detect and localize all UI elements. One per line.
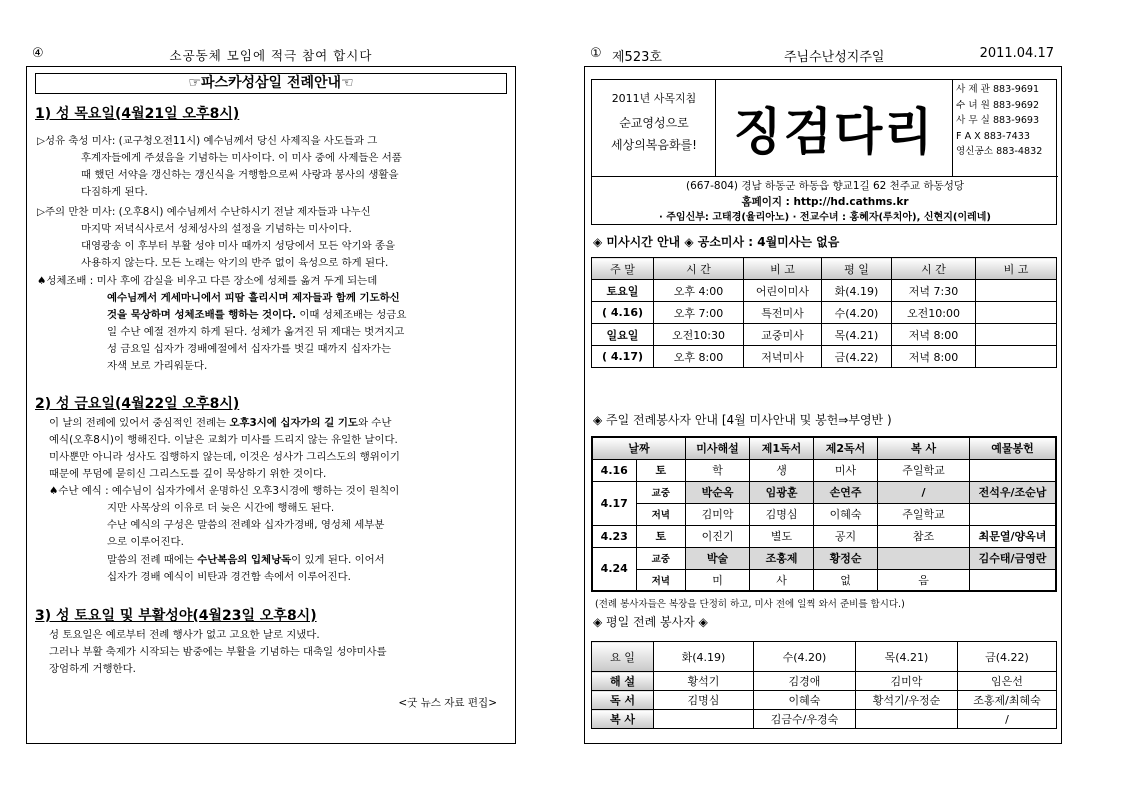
table-header: 비 고 (744, 258, 822, 280)
table-cell: 특전미사 (744, 302, 822, 324)
table-header-row (592, 258, 1057, 280)
table-row (592, 710, 1057, 729)
paragraph-line: 으로 이루어진다. (107, 536, 184, 548)
table-row (592, 481, 1056, 503)
mass-schedule-title: ◈ 미사시간 안내 ◈ 공소미사 : 4월미사는 없음 (593, 235, 840, 249)
contact-item: 사 제 관 883-9691 (956, 84, 1040, 95)
table-header: 복 사 (878, 437, 970, 459)
table-cell: 김수태/금영란 (970, 547, 1056, 569)
table-cell: 4.24 (592, 547, 636, 591)
table-row (592, 547, 1056, 569)
table-cell: 토 (636, 525, 686, 547)
table-cell: 조홍제/최혜숙 (958, 691, 1057, 710)
paragraph-line: 때 했던 서약을 갱신하는 갱신식을 거행함으로써 사랑과 봉사의 생활을 (81, 169, 399, 181)
clergy-info: · 주임신부: 고태경(율리아노) · 전교수녀 : 홍혜자(루치아), 신현지(이레네) (658, 212, 991, 223)
table-cell: 해 설 (592, 672, 654, 691)
table-row (592, 280, 1057, 302)
table-cell: 저녁 8:00 (892, 346, 976, 368)
paragraph-line (49, 415, 391, 432)
duty-roster-title: ◈ 주일 전례봉사자 안내 [4월 미사안내 및 봉헌⇒부영반 ) (593, 413, 892, 427)
paragraph-text: 와 수난 (357, 417, 392, 429)
table-cell: 4.16 (592, 459, 636, 481)
table-cell: ( 4.16) (592, 302, 654, 324)
section-good-friday-heading: 2) 성 금요일(4월22일 오후8시) (35, 396, 240, 412)
table-row (592, 459, 1056, 481)
paragraph-line: ▷성유 축성 미사: (교구청오전11시) 예수님께서 당신 사제직을 사도들과 그 (37, 135, 378, 147)
paragraph-text: 이 있게 된다. 이어서 (291, 554, 385, 566)
table-cell (976, 346, 1057, 368)
table-cell: 미사 (814, 459, 878, 481)
paragraph-text: 말씀의 전례 때에는 (107, 554, 194, 566)
table-cell (654, 710, 754, 729)
contact-item: 사 무 실 883-9693 (956, 115, 1040, 126)
table-cell: 4.23 (592, 525, 636, 547)
table-cell: 오전10:30 (654, 324, 744, 346)
table-cell: 주일학교 (878, 459, 970, 481)
left-page-header (26, 44, 516, 66)
paragraph-bold: 것을 묵상하며 성체조배를 행하는 것이다. (107, 309, 297, 321)
table-header: 제2독서 (814, 437, 878, 459)
issue-date: 2011.04.17 (979, 46, 1054, 61)
table-header-row (592, 437, 1056, 459)
table-header: 주 말 (592, 258, 654, 280)
table-header: 제1독서 (750, 437, 814, 459)
contact-item: 수 녀 원 883-9692 (956, 99, 1040, 111)
table-header: 예물봉헌 (970, 437, 1056, 459)
table-row (592, 525, 1056, 547)
table-cell: 오후 8:00 (654, 346, 744, 368)
section-holy-thursday-heading: 1) 성 목요일(4월21일 오후8시) (35, 106, 240, 122)
contact-item: 영신공소 883-4832 (956, 146, 1043, 157)
table-row (592, 324, 1057, 346)
paragraph-line: 마지막 저녁식사로서 성체성사의 설정을 기념하는 미사이다. (81, 223, 352, 235)
table-cell (976, 280, 1057, 302)
table-header: 평 일 (822, 258, 892, 280)
table-cell (976, 324, 1057, 346)
table-cell: 미 (686, 569, 750, 591)
table-cell: 학 (686, 459, 750, 481)
church-address: (667-804) 경남 하동군 하동읍 향교1길 62 천주교 하동성당 (592, 176, 1058, 194)
paragraph-line: 성 금요일 십자가 경배예절에서 십자가를 벗길 때까지 십자가는 (107, 343, 392, 355)
right-page-number: ① (590, 46, 602, 61)
paragraph-line: 예식(오후8시)이 행해진다. 이날은 교회가 미사를 드리지 않는 유일한 날이다. (49, 434, 398, 446)
pastoral-motto-line-2: 세상의복음화를! (611, 138, 697, 152)
table-header-row (592, 642, 1057, 672)
paragraph-line: 자색 보로 가리워둔다. (107, 360, 208, 372)
table-cell: 화(4.19) (822, 280, 892, 302)
source-credit: <굿 뉴스 자료 편집> (398, 697, 497, 709)
table-cell: 주일학교 (878, 503, 970, 525)
paragraph-line: 다짐하게 된다. (81, 186, 148, 198)
table-row (592, 691, 1057, 710)
table-cell: 조홍제 (750, 547, 814, 569)
table-cell: 손연주 (814, 481, 878, 503)
table-cell: 4.17 (592, 481, 636, 525)
table-row (592, 503, 1056, 525)
table-row (592, 672, 1057, 691)
table-cell: 교중 (636, 481, 686, 503)
paragraph-line: ▷주의 만찬 미사: (오후8시) 예수님께서 수난하시기 전날 제자들과 나누신 (37, 206, 371, 218)
table-header: 목(4.21) (856, 642, 958, 672)
table-cell: 수(4.20) (822, 302, 892, 324)
table-cell: 복 사 (592, 710, 654, 729)
table-header: 수(4.20) (754, 642, 856, 672)
paragraph-line: 수난 예식의 구성은 말씀의 전례와 십자가경배, 영성체 세부분 (107, 519, 385, 531)
paragraph-line (107, 552, 385, 569)
table-cell: 토 (636, 459, 686, 481)
right-page-header (584, 44, 1062, 66)
paragraph-line: 때문에 무덤에 묻히신 그리스도를 깊이 묵상하기 위한 것이다. (49, 468, 327, 480)
table-header: 시 간 (892, 258, 976, 280)
table-cell: 금(4.22) (822, 346, 892, 368)
table-cell: 김미악 (856, 672, 958, 691)
table-cell: 공지 (814, 525, 878, 547)
table-cell: 사 (750, 569, 814, 591)
table-cell: 임광훈 (750, 481, 814, 503)
section-holy-saturday-heading: 3) 성 토요일 및 부활성야(4월23일 오후8시) (35, 608, 317, 624)
table-cell: 전석우/조순남 (970, 481, 1056, 503)
table-cell (856, 710, 958, 729)
paragraph-text: 이때 성체조배는 성금요 (299, 309, 407, 321)
table-header: 화(4.19) (654, 642, 754, 672)
table-cell: 목(4.21) (822, 324, 892, 346)
table-cell: 박술 (686, 547, 750, 569)
table-cell: 이혜숙 (814, 503, 878, 525)
table-cell: 김명심 (750, 503, 814, 525)
table-cell: 저녁미사 (744, 346, 822, 368)
bulletin-front-panel (584, 66, 1062, 744)
pastoral-motto-line-1: 순교영성으로 (619, 116, 689, 130)
table-cell: 김미악 (686, 503, 750, 525)
table-header: 금(4.22) (958, 642, 1057, 672)
table-header: 비 고 (976, 258, 1057, 280)
table-cell (970, 569, 1056, 591)
table-cell: 교중 (636, 547, 686, 569)
contact-item: F A X 883-7433 (956, 130, 1030, 142)
table-header: 요 일 (592, 642, 654, 672)
table-cell: 저녁 7:30 (892, 280, 976, 302)
table-cell: 독 서 (592, 691, 654, 710)
paragraph-line: ♠수난 예식 : 예수님이 십자가에서 운명하신 오후3시경에 행하는 것이 원칙이 (49, 485, 400, 497)
left-slogan: 소공동체 모임에 적극 참여 합시다 (169, 48, 373, 63)
table-cell: 저녁 (636, 569, 686, 591)
liturgy-guide-title: ☞파스카성삼일 전례안내☜ (35, 73, 507, 94)
table-cell: / (958, 710, 1057, 729)
paragraph-text: 이 날의 전례에 있어서 중심적인 전례는 (49, 417, 227, 429)
table-cell: 별도 (750, 525, 814, 547)
table-cell: / (878, 481, 970, 503)
table-cell: 토요일 (592, 280, 654, 302)
homepage-link[interactable]: 홈페이지 : http://hd.cathms.kr (741, 196, 909, 208)
sunday-duty-table (591, 436, 1057, 592)
paragraph-bold: 오후3시에 십자가의 길 기도 (229, 417, 358, 429)
masthead (591, 79, 1057, 225)
table-cell: 없 (814, 569, 878, 591)
sunday-name: 주님수난성지주일 (784, 50, 885, 65)
pastoral-motto-box (592, 80, 716, 176)
table-cell (976, 302, 1057, 324)
paragraph-line-bold: 예수님께서 게세마니에서 피땀 흘리시며 제자들과 함께 기도하신 (107, 292, 400, 304)
paragraph-line: 일 수난 예절 전까지 하게 된다. 성체가 옮겨진 뒤 제대는 벗겨지고 (107, 326, 405, 338)
weekday-duty-title: ◈ 평일 전례 봉사자 ◈ (593, 615, 708, 629)
weekday-duty-table (591, 641, 1057, 729)
table-cell: 황석기/우정순 (856, 691, 958, 710)
paragraph-line: 그러나 부활 축제가 시작되는 밤중에는 부활을 기념하는 대축일 성야미사를 (49, 646, 387, 658)
left-page-number: ④ (32, 46, 44, 61)
table-cell: 참조 (878, 525, 970, 547)
table-cell: ( 4.17) (592, 346, 654, 368)
table-cell: 오후 7:00 (654, 302, 744, 324)
table-row (592, 302, 1057, 324)
bulletin-logo (716, 80, 952, 176)
table-cell: 오후 4:00 (654, 280, 744, 302)
mass-schedule-table (591, 257, 1057, 368)
duty-note: (전례 봉사자들은 복장을 단정히 하고, 미사 전에 일찍 와서 준비를 합시다.) (595, 599, 905, 610)
table-row (592, 569, 1056, 591)
paragraph-line: 십자가 경배 예식이 비탄과 경건함 속에서 이루어진다. (107, 571, 351, 583)
paragraph-line: 후계자들에게 주셨음을 기념하는 미사이다. 이 미사 중에 사제들은 서품 (81, 152, 402, 164)
table-cell: 일요일 (592, 324, 654, 346)
table-header: 미사해설 (686, 437, 750, 459)
paragraph-bold: 수난복음의 입체낭독 (197, 554, 292, 566)
table-cell: 황석기 (654, 672, 754, 691)
table-cell: 어린이미사 (744, 280, 822, 302)
paragraph-line: 성 토요일은 예로부터 전례 행사가 없고 고요한 날로 지냈다. (49, 629, 320, 641)
table-cell: 황정순 (814, 547, 878, 569)
liturgy-guide-panel (26, 66, 516, 744)
table-cell (970, 459, 1056, 481)
table-cell: 김금수/우경숙 (754, 710, 856, 729)
table-cell: 박순옥 (686, 481, 750, 503)
paragraph-line: 장엄하게 거행한다. (49, 663, 136, 675)
pastoral-year: 2011년 사목지침 (611, 92, 697, 105)
table-cell: 이진기 (686, 525, 750, 547)
table-cell: 생 (750, 459, 814, 481)
table-cell: 김경애 (754, 672, 856, 691)
paragraph-line: 대영광송 이 후부터 부활 성야 미사 때까지 성당에서 모든 악기와 종을 (81, 240, 396, 252)
table-cell: 오전10:00 (892, 302, 976, 324)
table-cell (878, 547, 970, 569)
table-cell: 저녁 8:00 (892, 324, 976, 346)
paragraph-line (107, 307, 406, 324)
table-cell: 저녁 (636, 503, 686, 525)
issue-number: 제523호 (612, 50, 662, 65)
table-header: 날짜 (592, 437, 686, 459)
table-cell (970, 503, 1056, 525)
table-cell: 음 (878, 569, 970, 591)
paragraph-line: 미사뿐만 아니라 성사도 집행하지 않는데, 이것은 성사가 그리스도의 행위이기 (49, 451, 400, 463)
paragraph-line: 사용하지 않는다. 모든 노래는 악기의 반주 없이 육성으로 하게 된다. (81, 257, 389, 269)
paragraph-line: ♠성체조배 : 미사 후에 감실을 비우고 다른 장소에 성체를 옮겨 두게 되는데 (37, 275, 378, 287)
contact-list (952, 80, 1058, 176)
paragraph-line: 지만 사목상의 이유로 더 늦은 시간에 행해도 된다. (107, 502, 335, 514)
table-cell: 임은선 (958, 672, 1057, 691)
bulletin-logo-text: 징검다리 (733, 102, 935, 161)
table-cell: 김명심 (654, 691, 754, 710)
table-cell: 최문열/양옥녀 (970, 525, 1056, 547)
table-cell: 이혜숙 (754, 691, 856, 710)
table-header: 시 간 (654, 258, 744, 280)
table-cell: 교중미사 (744, 324, 822, 346)
table-row (592, 346, 1057, 368)
